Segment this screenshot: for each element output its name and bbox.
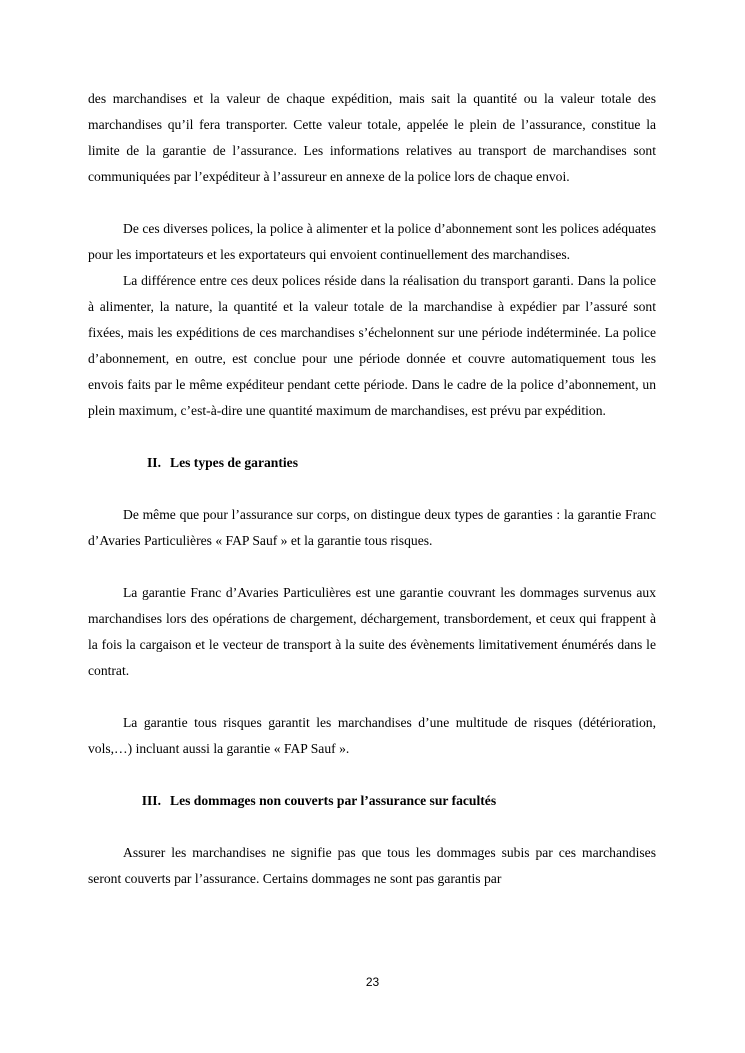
paragraph-police-plein-assurance: des marchandises et la valeur de chaque expédition, mais sait la quantité ou la valeur totale des marchandises qu’il fera transporter. Cette valeur totale, appelée le plein de l’assurance, constitue la limite de la garantie de l’assurance. Les informations relatives au transport de marchandises sont communiquées par l’expéditeur à l’assureur en annexe de la police lors de chaque envoi. bbox=[88, 91, 656, 184]
section-heading-types-garanties bbox=[88, 450, 656, 476]
paragraph-assurer-marchandises: Assurer les marchandises ne signifie pas que tous les dommages subis par ces marchandises seront couverts par l’assurance. Certains dommages ne sont pas garantis par bbox=[88, 845, 656, 886]
paragraph-garantie-fap: La garantie Franc d’Avaries Particulières est une garantie couvrant les dommages survenus aux marchandises lors des opérations de chargement, déchargement, transbordement, et ceux qui frappent à la fois la cargaison et le vecteur de transport à la suite des évènements limitativement énumérés dans le contrat. bbox=[88, 585, 656, 678]
section-number: III. bbox=[141, 793, 161, 808]
section-title: Les types de garanties bbox=[170, 455, 298, 470]
paragraph-difference-polices: La différence entre ces deux polices réside dans la réalisation du transport garanti. Dans la police à alimenter, la nature, la quantité et la valeur totale de la marchandise à expédier par l’assuré sont fixées, mais les expéditions de ces marchandises s’échelonnent sur une période indéterminée. La police d’abonnement, en outre, est conclue pour une période donnée et couvre automatiquement tous les envois faits par le même expéditeur pendant cette période. Dans le cadre de la police d’abonnement, un plein maximum, c’est-à-dire une quantité maximum de marchandises, est prévu par expédition. bbox=[88, 273, 656, 418]
section-heading-dommages-non-couverts bbox=[88, 788, 656, 814]
paragraph-polices-adequates: De ces diverses polices, la police à alimenter et la police d’abonnement sont les polices adéquates pour les importateurs et les exportateurs qui envoient continuellement des marchandises. bbox=[88, 221, 656, 262]
section-number: II. bbox=[147, 455, 161, 470]
page-number: 23 bbox=[365, 975, 380, 989]
paragraph-deux-types-garanties: De même que pour l’assurance sur corps, on distingue deux types de garanties : la garantie Franc d’Avaries Particulières « FAP Sauf » et la garantie tous risques. bbox=[88, 507, 656, 548]
section-title: Les dommages non couverts par l’assurance sur facultés bbox=[170, 793, 497, 808]
paragraph-garantie-tous-risques: La garantie tous risques garantit les marchandises d’une multitude de risques (détérioration, vols,…) incluant aussi la garantie « FAP Sauf ». bbox=[88, 715, 656, 756]
document-page bbox=[88, 86, 656, 892]
